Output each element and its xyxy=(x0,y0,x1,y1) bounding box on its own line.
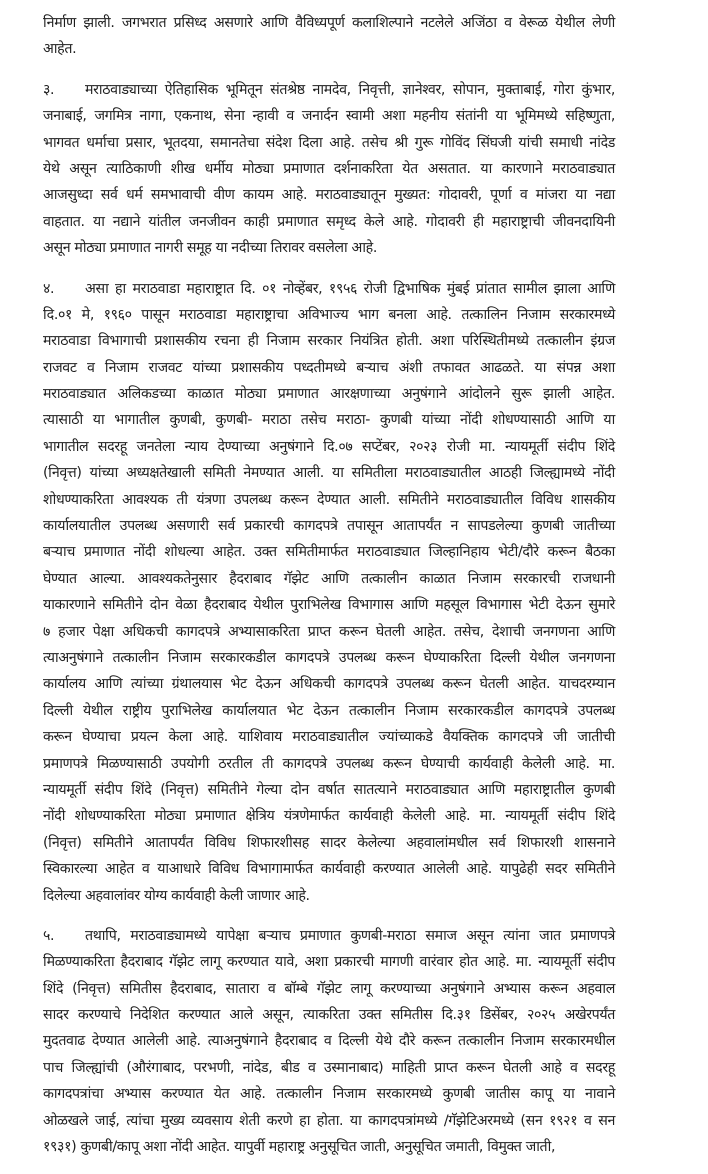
text-line: आहेत. xyxy=(43,41,77,58)
text-line: ७ हजार पेक्षा अधिकची कागदपत्रे अभ्यासाकरिता प्राप्त करून घेतली आहेत. तसेच, देशाची जनगणना आणि xyxy=(43,623,615,640)
text-line: दिल्ली येथील राष्ट्रीय पुराभिलेख कार्यालयात भेट देऊन तत्कालीन निजाम सरकारकडील कागदपत्रे उपलब्ध xyxy=(43,702,615,719)
text-line: त्याअनुषंगाने तत्कालीन निजाम सरकारकडील कागदपत्रे उपलब्ध करून घेण्याकरिता दिल्ली येथील जनगणना xyxy=(43,649,615,666)
text-line: पाच जिल्ह्यांची (औरंगाबाद, परभणी, नांदेड, बीड व उस्मानाबाद) माहिती प्राप्त करून घेतली आहे व सदरहू xyxy=(43,1059,615,1076)
paragraph-3 xyxy=(43,77,615,262)
document-page xyxy=(43,10,615,1174)
text-line: मराठवाडा विभागाची प्रशासकीय रचना ही निजाम सरकार नियंत्रित होती. अशा परिस्थितीमध्ये तत्कालीन इंग्रज xyxy=(43,333,615,350)
text-line: भागवत धर्माचा प्रसार, भूतदया, समानतेचा संदेश दिला आहे. तसेच श्री गुरू गोविंद सिंघजी यांची समाधी नांदेड xyxy=(43,134,615,151)
text-line xyxy=(43,276,615,302)
text-line: दि.०१ मे, १९६० पासून मराठवाडा महाराष्ट्राचा अविभाज्य भाग बनला आहे. तत्कालिन निजाम सरकारमध्ये xyxy=(43,306,615,323)
text-line: वाहतात. या नद्याने यांतील जनजीवन काही प्रमाणात समृध्द केले आहे. गोदावरी ही महाराष्ट्राची जीवनदायिनी xyxy=(43,213,615,230)
text-line: घेण्यात आल्या. आवश्यकतेनुसार हैदराबाद गॅझेट आणि तत्कालीन काळात निजाम सरकारची राजधानी xyxy=(43,570,615,587)
text-line: येथे असून त्याठिकाणी शीख धर्मीय मोठ्या प्रमाणात दर्शनाकरिता येत असतात. या कारणाने मराठवाड्यात xyxy=(43,160,615,177)
text-line: कार्यालय आणि त्यांच्या ग्रंथालयास भेट देऊन अधिकची कागदपत्रे उपलब्ध करून घेतली आहेत. याचदरम्यान xyxy=(43,676,615,693)
paragraph-4 xyxy=(43,276,615,909)
text-line: न्यायमूर्ती संदीप शिंदे (निवृत्त) समितीने गेल्या दोन वर्षात सातत्याने मराठवाड्यात आणि महाराष्ट्रातील कुणबी xyxy=(43,781,615,798)
text-line: करून घेण्याचा प्रयत्न केला आहे. याशिवाय मराठवाड्यातील ज्यांच्याकडे वैयक्तिक कागदपत्रे जी जातीची xyxy=(43,729,615,746)
text-line: मराठवाड्यात अलिकडच्या काळात मोठ्या प्रमाणात आरक्षणाच्या अनुषंगाने आंदोलने सुरू झाली आहेत. xyxy=(43,386,615,403)
text-line: (निवृत्त) यांच्या अध्यक्षतेखाली समिती नेमण्यात आली. या समितीला मराठवाड्यातील आठही जिल्ह्यामध्ये नोंदी xyxy=(43,465,615,482)
text-line: मिळण्याकरिता हैदराबाद गॅझेट लागू करण्यात यावे, अशा प्रकारची मागणी वारंवार होत आहे. मा. न्यायमूर्ती संदीप xyxy=(43,954,615,971)
text-line-content: मराठवाड्याच्या ऐतिहासिक भूमितून संतश्रेष्ठ नामदेव, निवृत्ती, ज्ञानेश्वर, सोपान, मुक्ताबाई, गोरा कुंभार, xyxy=(85,81,615,98)
text-line: असून मोठ्या प्रमाणात नागरी समूह या नदीच्या तिरावर वसलेला आहे. xyxy=(43,240,377,257)
text-line: भागातील सदरहू जनतेला न्याय देण्याच्या अनुषंगाने दि.०७ सप्टेंबर, २०२३ रोजी मा. न्यायमूर्ती संदीप शिंदे xyxy=(43,438,615,455)
text-line: (निवृत्त) समितीने आतापर्यंत विविध शिफारशीसह सादर केलेल्या अहवालांमधील सर्व शिफारशी शासनाने xyxy=(43,834,615,851)
text-line: शिंदे (निवृत्त) समितीस हैदराबाद, सातारा व बॉम्बे गॅझेट लागू करण्याच्या अनुषंगाने अभ्यास करून अहवाल xyxy=(43,980,615,997)
text-line: राजवट व निजाम राजवट यांच्या प्रशासकीय पध्दतीमध्ये बऱ्याच अंशी तफावत आढळते. या संपन्न अशा xyxy=(43,359,615,376)
paragraph-5 xyxy=(43,923,615,1161)
paragraph-continuation xyxy=(43,10,615,63)
paragraph-number: ५. xyxy=(43,927,55,944)
text-line: प्रमाणपत्रे मिळण्यासाठी उपयोगी ठरतील ती कागदपत्रे उपलब्ध करून घेण्याची कार्यवाही केलेली आहे. मा. xyxy=(43,755,615,772)
text-line: स्विकारल्या आहेत व याआधारे विविध विभागामार्फत कार्यवाही करण्यात आलेली आहे. यापुढेही सदर समितीने xyxy=(43,861,615,878)
text-line: १९३१) कुणबी/कापू अशा नोंदी आहेत. यापुर्वी महाराष्ट्र अनुसूचित जाती, अनुसूचित जमाती, विमुक्त जाती, xyxy=(43,1139,556,1156)
text-line: शोधण्याकरिता आवश्यक ती यंत्रणा उपलब्ध करून देण्यात आली. समितीने मराठवाड्यातील विविध शासकीय xyxy=(43,491,615,508)
paragraph-number: ३. xyxy=(43,81,55,98)
text-line: कार्यालयातील उपलब्ध असणारी सर्व प्रकारची कागदपत्रे तपासून आतापर्यंत न सापडलेल्या कुणबी जातीच्या xyxy=(43,518,615,535)
text-line-content: असा हा मराठवाडा महाराष्ट्रात दि. ०१ नोव्हेंबर, १९५६ रोजी द्विभाषिक मुंबई प्रांतात सामील झाला आणि xyxy=(85,280,615,297)
text-line: कागदपत्रांचा अभ्यास करण्यात येत आहे. तत्कालीन निजाम सरकारमध्ये कुणबी जातीस कापू या नावाने xyxy=(43,1086,615,1103)
paragraph-number: ४. xyxy=(43,280,55,297)
text-line: त्यासाठी या भागातील कुणबी, कुणबी- मराठा तसेच मराठा- कुणबी यांच्या नोंदी शोधण्यासाठी आणि या xyxy=(43,412,615,429)
text-line: ओळखले जाई, त्यांचा मुख्य व्यवसाय शेती करणे हा होता. या कागदपत्रांमध्ये /गॅझेटिअरमध्ये (सन १९२१ व सन xyxy=(43,1112,615,1129)
text-line: दिलेल्या अहवालांवर योग्य कार्यवाही केली जाणार आहे. xyxy=(43,887,310,904)
text-line: निर्माण झाली. जगभरात प्रसिध्द असणारे आणि वैविध्यपूर्ण कलाशिल्पाने नटलेले अजिंठा व वेरूळ येथील लेणी xyxy=(43,15,615,31)
text-line: याकारणाने समितीने दोन वेळा हैदराबाद येथील पुराभिलेख विभागास आणि महसूल विभागास भेटी देऊन सुमारे xyxy=(43,597,615,614)
text-line: बऱ्याच प्रमाणात नोंदी शोधल्या आहेत. उक्त समितीमार्फत मराठवाड्यात जिल्हानिहाय भेटी/दौरे करून बैठका xyxy=(43,544,615,561)
text-line: आजसुध्दा सर्व धर्म समभावाची वीण कायम आहे. मराठवाड्यातून मुख्यत: गोदावरी, पूर्णा व मांजरा या नद्या xyxy=(43,187,615,204)
text-line-content: तथापि, मराठवाड्यामध्ये यापेक्षा बऱ्याच प्रमाणात कुणबी-मराठा समाज असून त्यांना जात प्रमाणपत्रे xyxy=(85,927,615,944)
text-line: जनाबाई, जगमित्र नागा, एकनाथ, सेना न्हावी व जनार्दन स्वामी अशा महनीय संतांनी या भूमिमध्ये सहिष्णुता, xyxy=(43,108,615,125)
text-line: सादर करण्याचे निदेशित करण्यात आले असून, त्याकरिता उक्त समितीस दि.३१ डिसेंबर, २०२५ अखेरपर्यंत xyxy=(43,1007,615,1024)
text-line: मुदतवाढ देण्यात आलेली आहे. त्याअनुषंगाने हैदराबाद व दिल्ली येथे दौरे करून तत्कालीन निजाम सरकारमधील xyxy=(43,1033,615,1050)
text-line xyxy=(43,77,615,103)
text-line xyxy=(43,923,615,949)
text-line: नोंदी शोधण्याकरिता मोठ्या प्रमाणात क्षेत्रिय यंत्रणेमार्फत कार्यवाही केलेली आहे. मा. न्यायमूर्ती संदीप शिंदे xyxy=(43,808,615,825)
